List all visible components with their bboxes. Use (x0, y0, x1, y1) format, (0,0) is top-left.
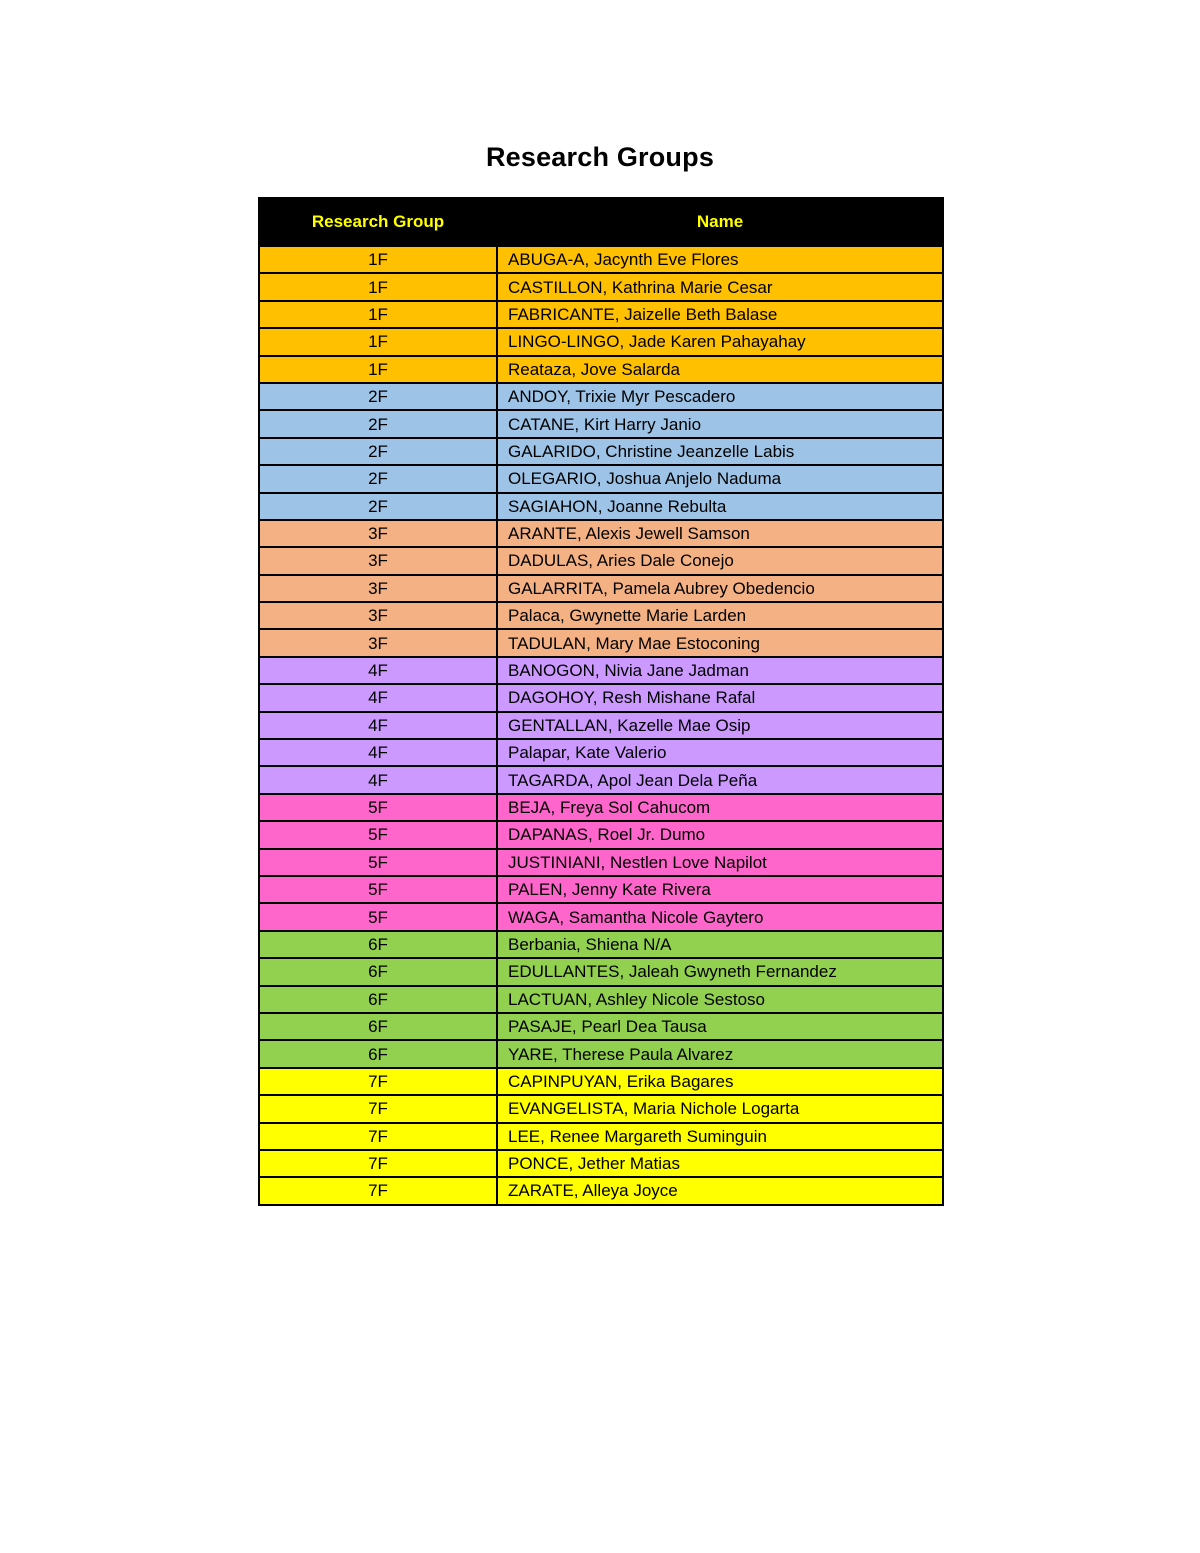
table-row (259, 1095, 943, 1122)
research-group-cell: 5F (259, 794, 497, 821)
table-header (259, 198, 943, 246)
student-name-cell: CAPINPUYAN, Erika Bagares (497, 1068, 943, 1095)
table-row (259, 438, 943, 465)
table-row (259, 931, 943, 958)
research-group-cell: 3F (259, 629, 497, 656)
table-row (259, 958, 943, 985)
research-groups-table (258, 197, 944, 1206)
research-group-cell: 3F (259, 575, 497, 602)
research-group-cell: 1F (259, 356, 497, 383)
research-groups-table-container (258, 197, 942, 1206)
research-group-cell: 6F (259, 1013, 497, 1040)
table-row (259, 301, 943, 328)
student-name-cell: TAGARDA, Apol Jean Dela Peña (497, 766, 943, 793)
student-name-cell: LACTUAN, Ashley Nicole Sestoso (497, 986, 943, 1013)
student-name-cell: DAGOHOY, Resh Mishane Rafal (497, 684, 943, 711)
table-row (259, 739, 943, 766)
table-row (259, 547, 943, 574)
student-name-cell: YARE, Therese Paula Alvarez (497, 1040, 943, 1067)
research-group-cell: 6F (259, 1040, 497, 1067)
research-group-cell: 1F (259, 273, 497, 300)
student-name-cell: EDULLANTES, Jaleah Gwyneth Fernandez (497, 958, 943, 985)
research-group-cell: 7F (259, 1150, 497, 1177)
student-name-cell: CASTILLON, Kathrina Marie Cesar (497, 273, 943, 300)
research-group-cell: 4F (259, 684, 497, 711)
student-name-cell: JUSTINIANI, Nestlen Love Napilot (497, 849, 943, 876)
student-name-cell: GALARIDO, Christine Jeanzelle Labis (497, 438, 943, 465)
research-group-cell: 4F (259, 657, 497, 684)
research-group-cell: 2F (259, 465, 497, 492)
student-name-cell: GALARRITA, Pamela Aubrey Obedencio (497, 575, 943, 602)
research-group-cell: 1F (259, 328, 497, 355)
table-row (259, 986, 943, 1013)
student-name-cell: Palapar, Kate Valerio (497, 739, 943, 766)
research-group-cell: 2F (259, 410, 497, 437)
research-group-cell: 7F (259, 1123, 497, 1150)
table-row (259, 356, 943, 383)
student-name-cell: DAPANAS, Roel Jr. Dumo (497, 821, 943, 848)
research-group-cell: 7F (259, 1095, 497, 1122)
research-group-cell: 2F (259, 438, 497, 465)
student-name-cell: TADULAN, Mary Mae Estoconing (497, 629, 943, 656)
table-row (259, 328, 943, 355)
table-row (259, 849, 943, 876)
student-name-cell: BANOGON, Nivia Jane Jadman (497, 657, 943, 684)
table-row (259, 246, 943, 273)
table-row (259, 575, 943, 602)
column-header-research-group: Research Group (259, 198, 497, 246)
research-group-cell: 2F (259, 383, 497, 410)
research-group-cell: 6F (259, 931, 497, 958)
research-group-cell: 4F (259, 766, 497, 793)
student-name-cell: SAGIAHON, Joanne Rebulta (497, 493, 943, 520)
table-row (259, 520, 943, 547)
table-row (259, 383, 943, 410)
research-group-cell: 6F (259, 986, 497, 1013)
student-name-cell: PALEN, Jenny Kate Rivera (497, 876, 943, 903)
table-row (259, 493, 943, 520)
table-row (259, 712, 943, 739)
student-name-cell: ABUGA-A, Jacynth Eve Flores (497, 246, 943, 273)
student-name-cell: Berbania, Shiena N/A (497, 931, 943, 958)
research-group-cell: 6F (259, 958, 497, 985)
table-row (259, 876, 943, 903)
student-name-cell: FABRICANTE, Jaizelle Beth Balase (497, 301, 943, 328)
research-group-cell: 2F (259, 493, 497, 520)
research-group-cell: 1F (259, 301, 497, 328)
research-group-cell: 7F (259, 1177, 497, 1204)
research-group-cell: 3F (259, 520, 497, 547)
student-name-cell: EVANGELISTA, Maria Nichole Logarta (497, 1095, 943, 1122)
research-group-cell: 3F (259, 602, 497, 629)
student-name-cell: ZARATE, Alleya Joyce (497, 1177, 943, 1204)
research-group-cell: 5F (259, 876, 497, 903)
research-group-cell: 4F (259, 712, 497, 739)
table-row (259, 1177, 943, 1204)
student-name-cell: CATANE, Kirt Harry Janio (497, 410, 943, 437)
student-name-cell: OLEGARIO, Joshua Anjelo Naduma (497, 465, 943, 492)
student-name-cell: Palaca, Gwynette Marie Larden (497, 602, 943, 629)
table-row (259, 1040, 943, 1067)
student-name-cell: PASAJE, Pearl Dea Tausa (497, 1013, 943, 1040)
table-row (259, 794, 943, 821)
table-row (259, 602, 943, 629)
research-group-cell: 5F (259, 903, 497, 930)
research-group-cell: 3F (259, 547, 497, 574)
student-name-cell: DADULAS, Aries Dale Conejo (497, 547, 943, 574)
research-group-cell: 5F (259, 849, 497, 876)
research-group-cell: 4F (259, 739, 497, 766)
table-row (259, 684, 943, 711)
table-row (259, 465, 943, 492)
research-group-cell: 5F (259, 821, 497, 848)
table-row (259, 821, 943, 848)
table-row (259, 410, 943, 437)
page-title: Research Groups (485, 142, 715, 172)
student-name-cell: WAGA, Samantha Nicole Gaytero (497, 903, 943, 930)
table-row (259, 1013, 943, 1040)
table-row (259, 657, 943, 684)
student-name-cell: BEJA, Freya Sol Cahucom (497, 794, 943, 821)
student-name-cell: LINGO-LINGO, Jade Karen Pahayahay (497, 328, 943, 355)
student-name-cell: PONCE, Jether Matias (497, 1150, 943, 1177)
table-body (259, 246, 943, 1205)
student-name-cell: GENTALLAN, Kazelle Mae Osip (497, 712, 943, 739)
research-group-cell: 7F (259, 1068, 497, 1095)
table-row (259, 903, 943, 930)
column-header-name: Name (497, 198, 943, 246)
table-row (259, 1150, 943, 1177)
student-name-cell: Reataza, Jove Salarda (497, 356, 943, 383)
table-row (259, 1123, 943, 1150)
student-name-cell: ARANTE, Alexis Jewell Samson (497, 520, 943, 547)
table-row (259, 1068, 943, 1095)
table-row (259, 766, 943, 793)
table-row (259, 629, 943, 656)
header-row (259, 198, 943, 246)
student-name-cell: LEE, Renee Margareth Suminguin (497, 1123, 943, 1150)
table-row (259, 273, 943, 300)
student-name-cell: ANDOY, Trixie Myr Pescadero (497, 383, 943, 410)
research-group-cell: 1F (259, 246, 497, 273)
